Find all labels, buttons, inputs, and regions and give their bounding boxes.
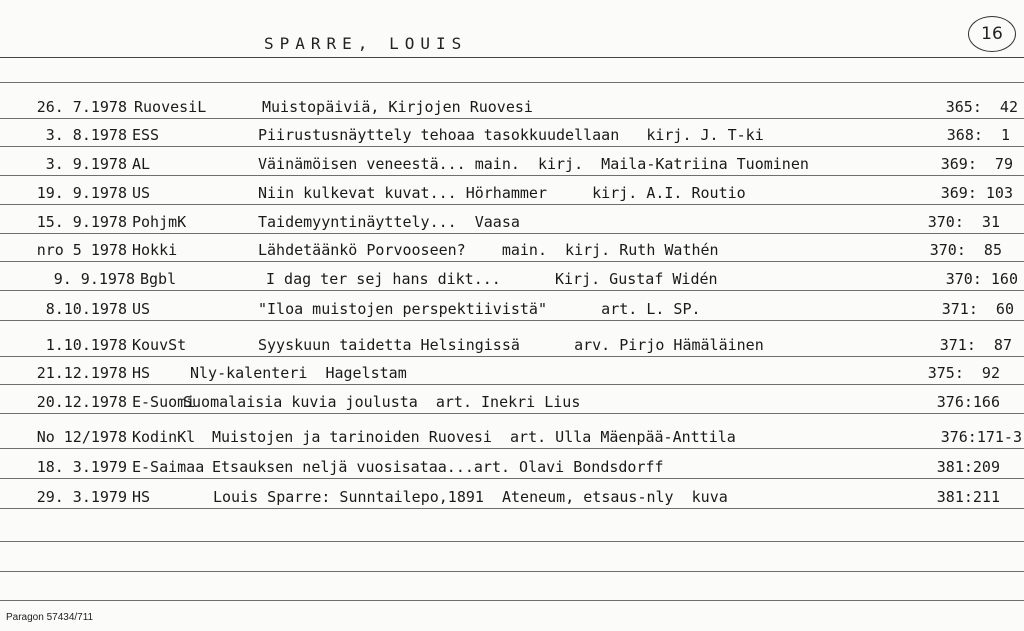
entry-ref: 381:211 (936, 488, 1000, 506)
entry-ref: 370: 160 (945, 270, 1018, 288)
entry-text: "Iloa muistojen perspektiivistä" art. L. SP. (258, 300, 701, 318)
entry-source: PohjmK (132, 213, 187, 231)
ruled-line (0, 290, 1024, 291)
entry-date: 20.12.1978 (36, 393, 127, 411)
entry-ref: 370: 31 (927, 213, 1000, 231)
entry-date: No 12/1978 (36, 428, 127, 446)
ruled-line (0, 356, 1024, 357)
entry-text: Suomalaisia kuvia joulusta art. Inekri Lius (183, 393, 581, 411)
entry-text: Syyskuun taidetta Helsingissä arv. Pirjo Hämäläinen (258, 336, 764, 354)
ruled-line (0, 175, 1024, 176)
ruled-line (0, 204, 1024, 205)
entry-ref: 365: 42 (945, 98, 1018, 116)
entry-ref: 369: 103 (940, 184, 1013, 202)
entry-date: 19. 9.1978 (36, 184, 127, 202)
entry-source: US (132, 300, 151, 318)
ruled-line (0, 508, 1024, 509)
card-title: SPARRE, LOUIS (264, 34, 468, 53)
entry-text: Louis Sparre: Sunntailepo,1891 Ateneum, etsaus-nly kuva (213, 488, 728, 506)
entry-ref: 381:209 (936, 458, 1000, 476)
entry-text: Taidemyyntinäyttely... Vaasa (258, 213, 520, 231)
ruled-line (0, 541, 1024, 542)
entry-ref: 369: 79 (940, 155, 1013, 173)
entry-date: 15. 9.1978 (36, 213, 127, 231)
entry-date: 26. 7.1978 (36, 98, 127, 116)
entry-source: KodinKl (132, 428, 196, 446)
entry-source: AL (132, 155, 151, 173)
ruled-line (0, 448, 1024, 449)
ruled-line (0, 146, 1024, 147)
entry-ref: 376:171-3 (940, 428, 1022, 446)
entry-text: Etsauksen neljä vuosisataa...art. Olavi Bondsdorff (212, 458, 664, 476)
ruled-line (0, 82, 1024, 83)
entry-date: 29. 3.1979 (36, 488, 127, 506)
entry-ref: 368: 1 (946, 126, 1010, 144)
header-rule (0, 57, 1024, 58)
entry-date: 1.10.1978 (45, 336, 127, 354)
entry-ref: 375: 92 (927, 364, 1000, 382)
entry-source: HS (132, 488, 151, 506)
entry-ref: 370: 85 (929, 241, 1002, 259)
entry-ref: 376:166 (936, 393, 1000, 411)
ruled-line (0, 478, 1024, 479)
entry-date: 3. 8.1978 (45, 126, 127, 144)
ruled-line (0, 261, 1024, 262)
entry-date: 21.12.1978 (36, 364, 127, 382)
ruled-line (0, 118, 1024, 119)
printer-mark: Paragon 57434/711 (6, 612, 94, 623)
entry-date: 9. 9.1978 (53, 270, 135, 288)
entry-source: Bgbl (140, 270, 177, 288)
entry-date: 8.10.1978 (45, 300, 127, 318)
entry-ref: 371: 87 (939, 336, 1012, 354)
entry-source: E-Saimaa (132, 458, 205, 476)
entry-date: 18. 3.1979 (36, 458, 127, 476)
entry-source: ESS (132, 126, 160, 144)
ruled-line (0, 571, 1024, 572)
ruled-line (0, 600, 1024, 601)
entry-ref: 371: 60 (941, 300, 1014, 318)
entry-source: Hokki (132, 241, 178, 259)
entry-date: 3. 9.1978 (45, 155, 127, 173)
entry-text: Nly-kalenteri Hagelstam (190, 364, 407, 382)
ruled-line (0, 233, 1024, 234)
entry-source: RuovesiL (134, 98, 207, 116)
entry-text: I dag ter sej hans dikt... Kirj. Gustaf Widén (266, 270, 718, 288)
entry-text: Lähdetäänkö Porvooseen? main. kirj. Ruth Wathén (258, 241, 719, 259)
ruled-line (0, 413, 1024, 414)
entry-source: KouvSt (132, 336, 187, 354)
ruled-line (0, 384, 1024, 385)
entry-source: US (132, 184, 151, 202)
entry-text: Väinämöisen veneestä... main. kirj. Maila-Katriina Tuominen (258, 155, 809, 173)
entry-source: E-Suomi (132, 393, 196, 411)
entry-date: nro 5 1978 (36, 241, 127, 259)
card-number: 16 (968, 16, 1016, 52)
entry-text: Piirustusnäyttely tehoaa tasokkuudellaan kirj. J. T-ki (258, 126, 764, 144)
entry-text: Niin kulkevat kuvat... Hörhammer kirj. A.I. Routio (258, 184, 746, 202)
entry-text: Muistopäiviä, Kirjojen Ruovesi (262, 98, 533, 116)
ruled-line (0, 320, 1024, 321)
entry-text: Muistojen ja tarinoiden Ruovesi art. Ulla Mäenpää-Anttila (212, 428, 736, 446)
entry-source: HS (132, 364, 151, 382)
